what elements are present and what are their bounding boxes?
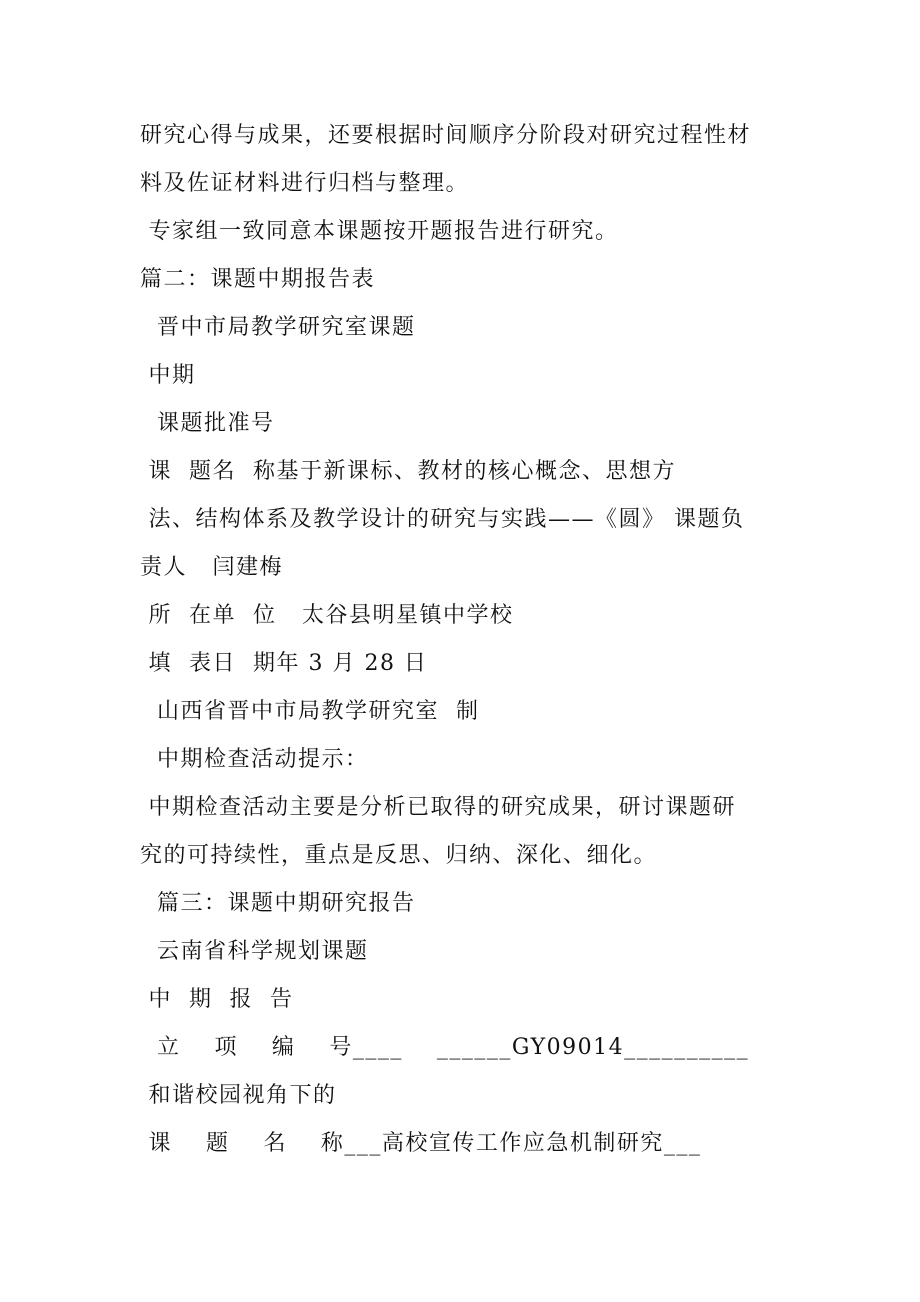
text-line: 料及佐证材料进行归档与整理。	[140, 171, 470, 196]
text-line: 专家组一致同意本课题按开题报告进行研究。	[140, 219, 619, 244]
text-line: 中期	[140, 363, 196, 388]
text-line: 填 表日 期年 3 月 28 日	[140, 651, 428, 676]
text-line: 和谐校园视角下的	[140, 1083, 337, 1108]
section-heading: 篇二：课题中期报告表	[140, 267, 376, 292]
text-line: 中期检查活动提示：	[140, 747, 369, 772]
text-line: 课 题名 称基于新课标、教材的核心概念、思想方	[140, 459, 676, 484]
text-line: 研究心得与成果，还要根据时间顺序分阶段对研究过程性材	[140, 123, 752, 148]
text-line: 课 题 名 称___高校宣传工作应急机制研究___	[140, 1131, 702, 1156]
text-line: 中期检查活动主要是分析已取得的研究成果，研讨课题研	[140, 795, 736, 820]
text-line: 所 在单 位 太谷县明星镇中学校	[140, 603, 514, 628]
text-line: 责人 闫建梅	[140, 555, 283, 580]
text-line: 山西省晋中市局教学研究室 制	[140, 699, 480, 724]
text-line: 中 期 报 告	[140, 987, 294, 1012]
text-line: 立 项 编 号____ ______GY09014__________	[140, 1035, 750, 1060]
text-line: 课题批准号	[140, 411, 275, 436]
text-line: 法、结构体系及教学设计的研究与实践——《圆》 课题负	[140, 507, 745, 532]
text-line: 究的可持续性，重点是反思、归纳、深化、细化。	[140, 843, 658, 868]
text-line: 晋中市局教学研究室课题	[140, 315, 416, 340]
text-line: 云南省科学规划课题	[140, 939, 369, 964]
section-heading: 篇三：课题中期研究报告	[140, 891, 416, 916]
